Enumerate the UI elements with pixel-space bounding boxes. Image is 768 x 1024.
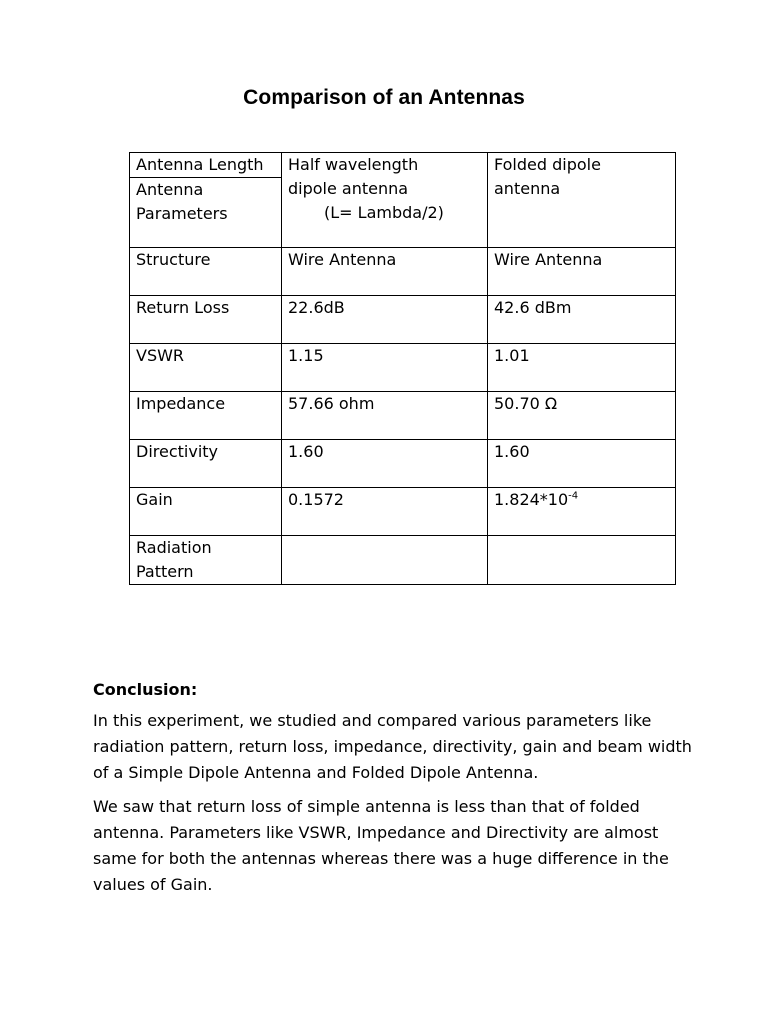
- column-header-folded-dipole: [488, 153, 676, 248]
- column-header-folded-line1: Folded dipole: [494, 155, 601, 174]
- gain-value-base: 1.824*10: [494, 490, 569, 509]
- corner-top-label: Antenna Length: [130, 153, 281, 178]
- row-value-half-wave: 0.1572: [282, 488, 488, 536]
- gain-value-exponent: -4: [568, 490, 579, 502]
- row-label: VSWR: [130, 344, 282, 392]
- conclusion-section: [93, 678, 693, 906]
- row-value-folded: 42.6 dBm: [488, 296, 676, 344]
- row-label: Gain: [130, 488, 282, 536]
- row-value-half-wave: 57.66 ohm: [282, 392, 488, 440]
- column-header-half-wave-line2: dipole antenna: [288, 179, 409, 198]
- row-label: Return Loss: [130, 296, 282, 344]
- row-label: [130, 536, 282, 585]
- comparison-table: [129, 152, 676, 585]
- row-label: Directivity: [130, 440, 282, 488]
- row-value-half-wave: 1.15: [282, 344, 488, 392]
- row-label: Structure: [130, 248, 282, 296]
- conclusion-paragraph-2: We saw that return loss of simple antenna is less than that of folded antenna. Parameters like VSWR, Impedance and Directivity are almost same for both the antennas whereas there was a huge difference in the values of Gain.: [93, 797, 669, 894]
- column-header-half-wave-line3: (L= Lambda/2): [324, 203, 444, 222]
- row-value-folded: [488, 488, 676, 536]
- row-label: Impedance: [130, 392, 282, 440]
- row-value-folded: [488, 536, 676, 585]
- row-value-half-wave: 22.6dB: [282, 296, 488, 344]
- column-header-half-wave: [282, 153, 488, 248]
- corner-cell: [130, 153, 282, 248]
- row-value-folded: Wire Antenna: [488, 248, 676, 296]
- table-row: [130, 344, 676, 392]
- conclusion-paragraph-1: In this experiment, we studied and compared various parameters like radiation pattern, return loss, impedance, directivity, gain and beam width of a Simple Dipole Antenna and Folded Dipole Antenna.: [93, 711, 692, 782]
- table-row: [130, 488, 676, 536]
- row-value-folded: 1.60: [488, 440, 676, 488]
- table-row: [130, 248, 676, 296]
- row-value-folded: 1.01: [488, 344, 676, 392]
- row-value-half-wave: Wire Antenna: [282, 248, 488, 296]
- table-row: [130, 392, 676, 440]
- row-value-half-wave: 1.60: [282, 440, 488, 488]
- table-header-row: [130, 153, 676, 248]
- table-row: [130, 440, 676, 488]
- row-label-line1: Radiation: [136, 538, 212, 557]
- row-value-folded: 50.70 Ω: [488, 392, 676, 440]
- table-row: [130, 536, 676, 585]
- corner-bottom-label-line1: Antenna: [136, 180, 204, 199]
- page-title: Comparison of an Antennas: [243, 86, 525, 109]
- row-value-half-wave: [282, 536, 488, 585]
- conclusion-heading: Conclusion:: [93, 680, 198, 699]
- column-header-half-wave-line1: Half wavelength: [288, 155, 419, 174]
- column-header-folded-line2: antenna: [494, 179, 561, 198]
- corner-bottom-label-line2: Parameters: [136, 204, 228, 223]
- table-row: [130, 296, 676, 344]
- row-label-line2: Pattern: [136, 562, 194, 581]
